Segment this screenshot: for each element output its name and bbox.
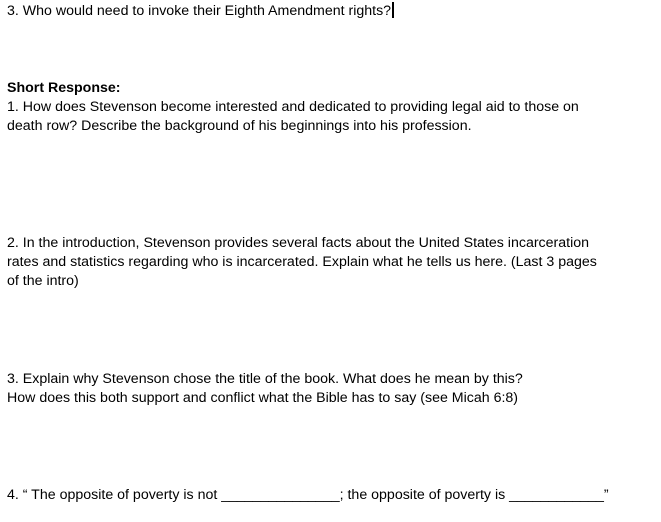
question-3-text: 3. Who would need to invoke their Eighth Amendment rights? (7, 3, 392, 19)
question-1-line-1: 1. How does Stevenson become interested and dedicated to providing legal aid to those on (7, 99, 579, 115)
short-response-heading: Short Response: (7, 80, 121, 96)
question-1-line-2: death row? Describe the background of his beginnings into his profession. (7, 118, 472, 134)
short-response-question-3 (7, 370, 647, 408)
question-3-eighth-amendment (7, 2, 394, 21)
question-2-line-3: of the intro) (7, 273, 79, 289)
text-cursor (392, 2, 394, 18)
question-3-line-2: How does this both support and conflict what the Bible has to say (see Micah 6:8) (7, 390, 519, 406)
question-2-line-1: 2. In the introduction, Stevenson provides several facts about the United States incarceration (7, 235, 590, 251)
question-3-line-1: 3. Explain why Stevenson chose the title of the book. What does he mean by this? (7, 371, 523, 387)
short-response-question-4: 4. “ The opposite of poverty is not _______________; the opposite of poverty is ____________” (7, 487, 609, 503)
short-response-question-2 (7, 234, 647, 291)
question-2-line-2: rates and statistics regarding who is incarcerated. Explain what he tells us here. (Last 3 pages (7, 254, 597, 270)
short-response-question-1 (7, 98, 647, 136)
